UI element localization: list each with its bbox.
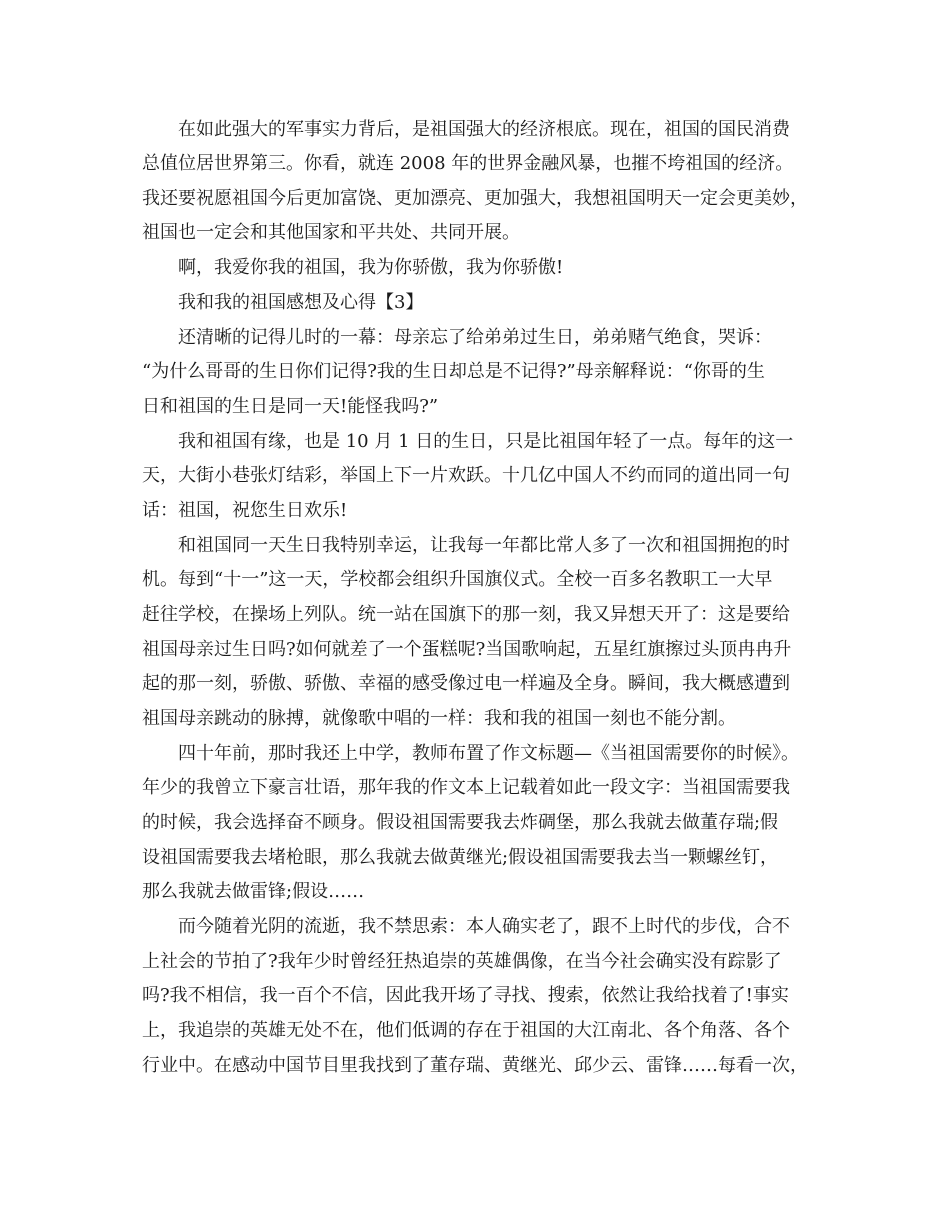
- text-line: 我还要祝愿祖国今后更加富饶、更加漂亮、更加强大，我想祖国明天一定会更美妙，: [142, 188, 808, 209]
- text-line: 在如此强大的军事实力背后，是祖国强大的经济根底。现在，祖国的国民消费: [178, 119, 790, 140]
- text-line: 上，我追崇的英雄无处不在，他们低调的存在于祖国的大江南北、各个角落、各个: [142, 1020, 790, 1041]
- text-line: 起的那一刻，骄傲、骄傲、幸福的感受像过电一样遍及全身。瞬间，我大概感遭到: [142, 673, 790, 694]
- text-line: 祖国母亲过生日吗?如何就差了一个蛋糕呢?当国歌响起，五星红旗擦过头顶冉冉升: [142, 639, 792, 660]
- section-heading: 我和我的祖国感想及心得【3】: [178, 292, 424, 313]
- text-line: 的时候，我会选择奋不顾身。假设祖国需要我去炸碉堡，那么我就去做董存瑞;假: [142, 812, 779, 833]
- text-line: 赶往学校，在操场上列队。统一站在国旗下的那一刻，我又异想天开了：这是要给: [142, 604, 790, 625]
- text-line: 四十年前，那时我还上中学，教师布置了作文标题—《当祖国需要你的时候》。: [178, 743, 799, 764]
- text-line: 吗?我不相信，我一百个不信，因此我开场了寻找、搜索，依然让我给找着了!事实: [142, 985, 789, 1006]
- text-line: 那么我就去做雷锋;假设……: [142, 881, 365, 902]
- text-line: 祖国也一定会和其他国家和平共处、共同开展。: [142, 222, 520, 243]
- text-line: 上社会的节拍了?我年少时曾经狂热追崇的英雄偶像，在当今社会确实没有踪影了: [142, 951, 782, 972]
- text-line: 日和祖国的生日是同一天!能怪我吗?”: [142, 396, 439, 417]
- text-line: 设祖国需要我去堵枪眼，那么我就去做黄继光;假设祖国需要我去当一颗螺丝钉，: [142, 847, 779, 868]
- text-line: 机。每到“十一”这一天，学校都会组织升国旗仪式。全校一百多名教职工一大早: [142, 569, 773, 590]
- text-line: 年少的我曾立下豪言壮语，那年我的作文本上记载着如此一段文字：当祖国需要我: [142, 777, 790, 798]
- text-line: 话：祖国，祝您生日欢乐!: [142, 500, 348, 521]
- text-line: 总值位居世界第三。你看，就连 2008 年的世界金融风暴，也摧不垮祖国的经济。: [142, 153, 794, 174]
- text-line: 和祖国同一天生日我特别幸运，让我每一年都比常人多了一次和祖国拥抱的时: [178, 535, 790, 556]
- text-line: 天，大街小巷张灯结彩，举国上下一片欢跃。十几亿中国人不约而同的道出同一句: [142, 465, 790, 486]
- text-line: 而今随着光阴的流逝，我不禁思索：本人确实老了，跟不上时代的步伐，合不: [178, 916, 790, 937]
- text-line: 啊，我爱你我的祖国，我为你骄傲，我为你骄傲!: [178, 257, 564, 278]
- text-line: 还清晰的记得儿时的一幕：母亲忘了给弟弟过生日，弟弟赌气绝食，哭诉：: [178, 327, 772, 348]
- text-line: 祖国母亲跳动的脉搏，就像歌中唱的一样：我和我的祖国一刻也不能分割。: [142, 708, 736, 729]
- text-line: 我和祖国有缘，也是 10 月 1 日的生日，只是比祖国年轻了一点。每年的这一: [178, 431, 794, 452]
- text-line: “为什么哥哥的生日你们记得?我的生日却总是不记得?”母亲解释说：“你哥的生: [142, 361, 765, 382]
- text-line: 行业中。在感动中国节目里我找到了董存瑞、黄继光、邱少云、雷锋……每看一次，: [142, 1055, 808, 1076]
